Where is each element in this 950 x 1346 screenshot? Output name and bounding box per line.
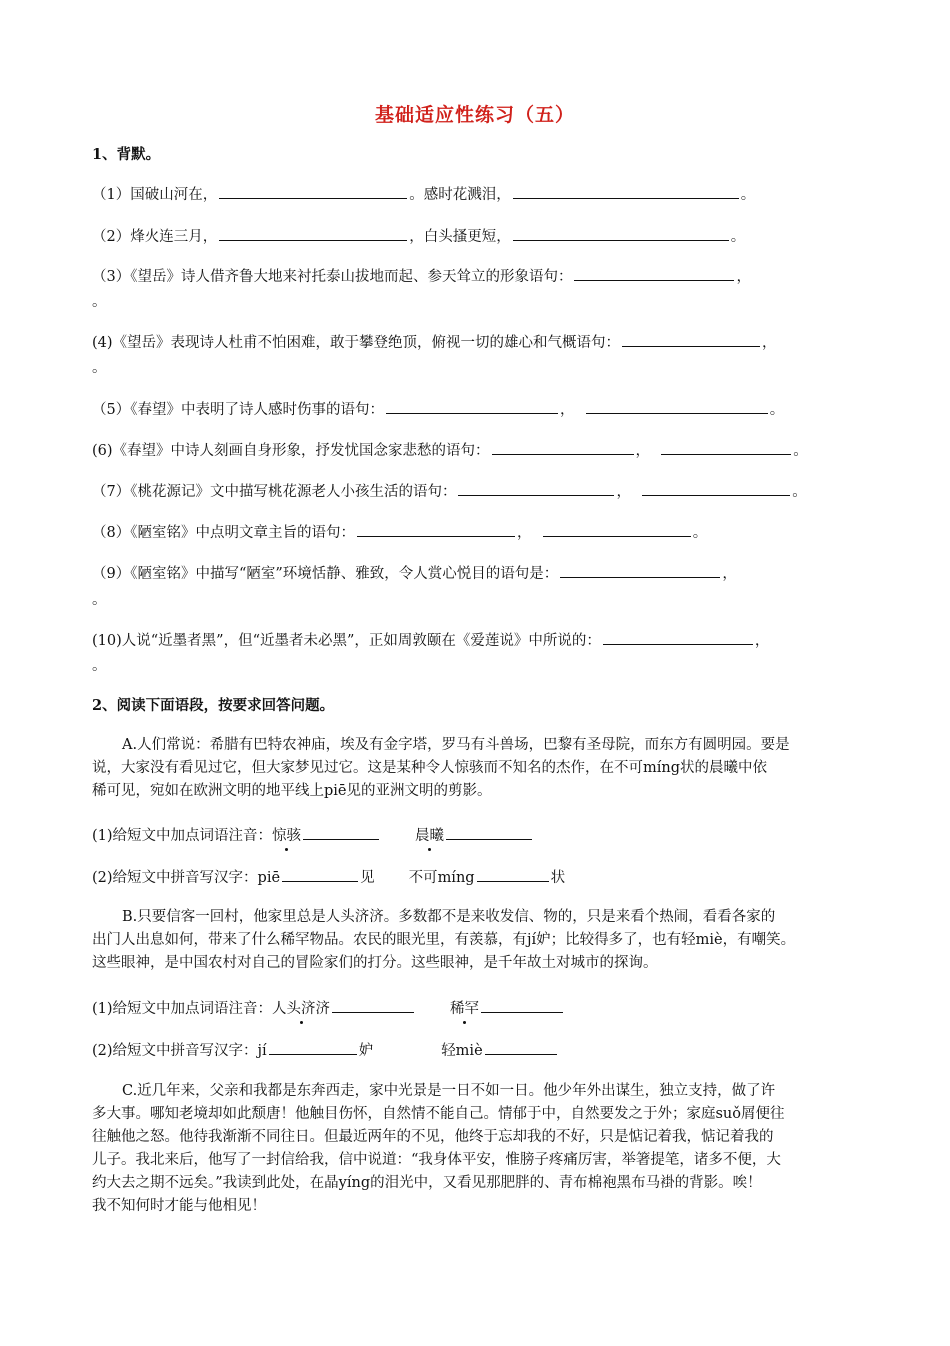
passage-line: C.近几年来，父亲和我都是东奔西走，家中光景是一日不如一日。他少年外出谋生，独立支持，做了许 — [122, 1083, 776, 1099]
answer-blank[interactable] — [543, 522, 691, 537]
recite-item-7: （7）《桃花源记》文中描写桃花源老人小孩生活的语句： ， 。 — [92, 481, 807, 502]
answer-blank[interactable] — [357, 522, 515, 537]
passage-line: A.人们常说：希腊有巴特农神庙，埃及有金字塔，罗马有斗兽场，巴黎有圣母院，而东方有圆明园。要是 — [122, 737, 790, 753]
wrap-mark: 。 — [92, 360, 107, 376]
answer-blank[interactable] — [586, 399, 768, 414]
wrap-mark: 。 — [92, 592, 107, 608]
passage-line: 约大去之期不远矣。”我读到此处，在晶yíng的泪光中，又看见那肥胖的、青布棉袍黑布马褂的背影。唉！ — [92, 1175, 762, 1191]
answer-blank[interactable] — [622, 332, 760, 347]
section2-heading: 2、阅读下面语段，按要求回答问题。 — [92, 697, 335, 714]
recite-item-8: （8）《陋室铭》中点明文章主旨的语句： ， 。 — [92, 522, 707, 543]
passage-line: 多大事。哪知老境却如此颓唐！他触目伤怀，自然情不能自己。情郁于中，自然要发之于外；家庭suǒ屑便往 — [92, 1106, 785, 1122]
passage-line: 稀可见，宛如在欧洲文明的地平线上piē见的亚洲文明的剪影。 — [92, 783, 492, 799]
passage-line: 说，大家没有看见过它，但大家梦见过它。这是某种令人惊骇而不知名的杰作，在不可míng状的晨曦中依 — [92, 760, 768, 776]
passage-b — [92, 906, 862, 975]
question-b2: (2)给短文中拼音写汉字：jí 妒 轻miè — [92, 1040, 559, 1061]
passage-line: 这些眼神，是中国农村对自己的冒险家们的打分。这些眼神，是千年故土对城市的探询。 — [92, 955, 658, 971]
answer-blank[interactable] — [386, 399, 558, 414]
passage-line: 出门人出息如何，带来了什么稀罕物品。农民的眼光里，有羡慕，有jí妒；比较得多了，也有轻miè，有嘲笑。 — [92, 932, 796, 948]
recite-item-6: (6)《春望》中诗人刻画自身形象，抒发忧国念家悲愁的语句： ， 。 — [92, 440, 808, 461]
answer-blank[interactable] — [282, 867, 358, 882]
question-a1: (1)给短文中加点词语注音：惊骇 晨曦 — [92, 825, 534, 846]
answer-blank[interactable] — [219, 184, 407, 199]
recite-item-4: (4)《望岳》表现诗人杜甫不怕困难，敢于攀登绝顶，俯视一切的雄心和气概语句： ， — [92, 332, 777, 353]
answer-blank[interactable] — [446, 825, 532, 840]
answer-blank[interactable] — [642, 481, 790, 496]
question-a2: (2)给短文中拼音写汉字：piē 见 不可míng 状 — [92, 867, 565, 888]
passage-line: 儿子。我北来后，他写了一封信给我，信中说道：“我身体平安，惟膀子疼痛厉害，举箸提笔，诸多不便，大 — [92, 1152, 781, 1168]
passage-line: 我不知何时才能与他相见！ — [92, 1198, 266, 1214]
answer-blank[interactable] — [219, 226, 407, 241]
passage-line: B.只要信客一回村，他家里总是人头济济。多数都不是来收发信、物的，只是来看个热闹，看看各家的 — [122, 909, 776, 925]
answer-blank[interactable] — [492, 440, 634, 455]
answer-blank[interactable] — [485, 1040, 557, 1055]
wrap-mark: 。 — [92, 294, 107, 310]
page-title: 基础适应性练习（五） — [374, 104, 575, 126]
section1-heading: 1、背默。 — [92, 146, 161, 163]
answer-blank[interactable] — [513, 184, 739, 199]
recite-item-1: （1）国破山河在， 。感时花溅泪， 。 — [92, 184, 755, 205]
passage-line: 往触他之怒。他待我渐渐不同往日。但最近两年的不见，他终于忘却我的不好，只是惦记着我，惦记着我的 — [92, 1129, 774, 1145]
answer-blank[interactable] — [574, 266, 734, 281]
passage-a — [92, 734, 862, 803]
recite-item-3: （3）《望岳》诗人借齐鲁大地来衬托泰山拔地而起、参天耸立的形象语句： ， — [92, 266, 751, 287]
question-b1: (1)给短文中加点词语注音：人头济济 稀罕 — [92, 998, 565, 1019]
recite-item-5: （5）《春望》中表明了诗人感时伤事的语句： ， 。 — [92, 399, 784, 420]
answer-blank[interactable] — [661, 440, 791, 455]
passage-c — [92, 1080, 862, 1218]
answer-blank[interactable] — [458, 481, 614, 496]
recite-item-9: （9）《陋室铭》中描写“陋室”环境恬静、雅致，令人赏心悦目的语句是： ， — [92, 563, 737, 584]
recite-item-2: （2）烽火连三月， ，白头搔更短， 。 — [92, 226, 745, 247]
answer-blank[interactable] — [560, 563, 720, 578]
wrap-mark: 。 — [92, 658, 107, 674]
answer-blank[interactable] — [332, 998, 414, 1013]
answer-blank[interactable] — [603, 630, 753, 645]
answer-blank[interactable] — [481, 998, 563, 1013]
answer-blank[interactable] — [269, 1040, 357, 1055]
answer-blank[interactable] — [513, 226, 729, 241]
answer-blank[interactable] — [303, 825, 379, 840]
recite-item-10: (10)人说“近墨者黑”，但“近墨者未必黑”，正如周敦颐在《爱莲说》中所说的： ， — [92, 630, 769, 651]
answer-blank[interactable] — [477, 867, 549, 882]
